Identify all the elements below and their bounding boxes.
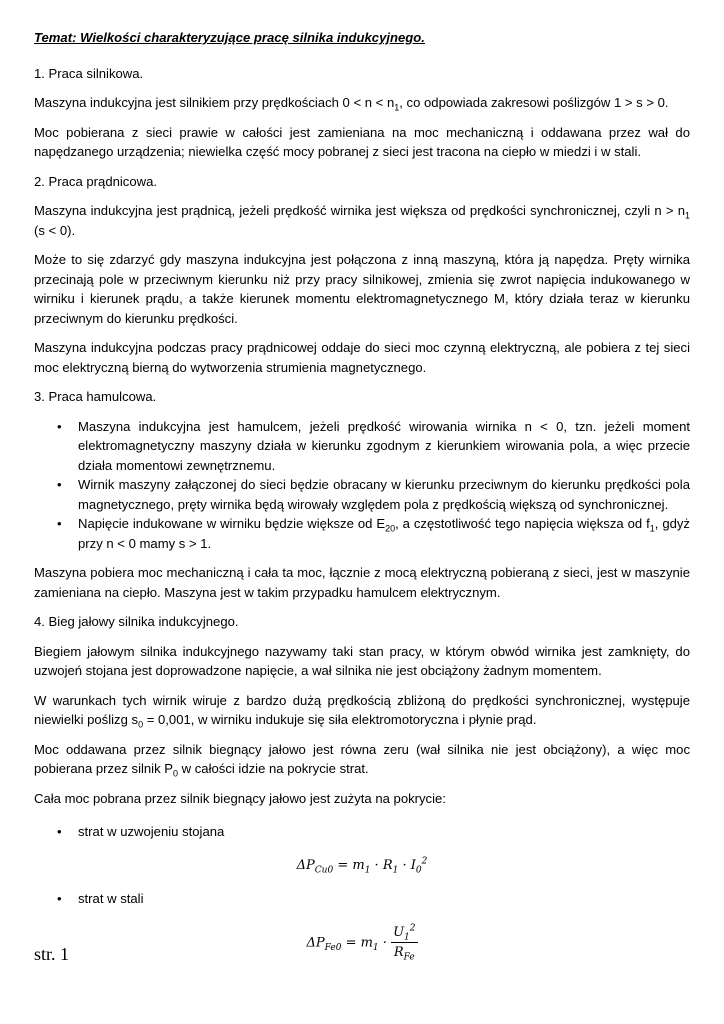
list-item xyxy=(34,514,690,553)
document-page xyxy=(34,28,690,977)
paragraph xyxy=(34,691,690,730)
bullet-list xyxy=(34,889,690,909)
formula-text: · xyxy=(378,935,392,950)
section-heading-generator: 2. Praca prądnicowa. xyxy=(34,173,158,189)
subscript: 1 xyxy=(649,523,655,534)
list-item-text: Maszyna indukcyjna jest hamulcem, jeżeli prędkość wirowania wirnika n < 0, tzn. jeżeli moment elektromagnetyczny maszyny działa w kierunku zgodnym z kierunkiem wirowania pola, a więc przecie działa momentowi zewnętrznemu. xyxy=(78,418,690,473)
document-title: Temat: Wielkości charakteryzujące pracę silnika indukcyjnego. xyxy=(34,30,425,45)
paragraph xyxy=(34,201,690,240)
paragraph: Moc pobierana z sieci prawie w całości jest zamieniana na moc mechaniczną i oddawana przez wał do napędzanego urządzenia; niewielka część mocy pobranej z sieci jest tracona na ciepło w miedzi i w stali. xyxy=(34,124,690,159)
fraction xyxy=(391,923,417,963)
list-item xyxy=(34,417,690,476)
formula-iron-loss xyxy=(34,923,690,963)
formula-text: R xyxy=(393,945,404,960)
list-item xyxy=(34,822,690,842)
text-run: Moc oddawana przez silnik biegnący jałowo jest równa zeru (wał silnika nie jest obciążony), a więc moc pobierana przez silnik P xyxy=(34,741,690,776)
bullet-list xyxy=(34,417,690,554)
paragraph: Może to się zdarzyć gdy maszyna indukcyjna jest połączona z inną maszyną, która ją napędza. Pręty wirnika przecinają pole w przeciwnym kierunku niż przy pracy silnikowej, zmienia się zwrot napięcia indukowanego w wirniku i kierunek prądu, a także kierunek momentu elektromagnetycznego M, który działa teraz w kierunku przeciwnym do kierunku prędkości. xyxy=(34,252,690,326)
superscript: 2 xyxy=(421,856,428,867)
text-run: W warunkach tych wirnik wiruje z bardzo dużą prędkością zbliżoną do prędkości synchronicznej, występuje niewielki poślizg s xyxy=(34,692,690,727)
paragraph: Maszyna indukcyjna podczas pracy prądnicowej oddaje do sieci moc czynną elektryczną, ale pobiera z tej sieci moc elektryczną bierną do wytworzenia strumienia magnetycznego. xyxy=(34,340,690,375)
text-run: (s < 0). xyxy=(34,222,76,238)
fraction-numerator xyxy=(391,923,417,944)
text-run: Maszyna indukcyjna jest prądnicą, jeżeli prędkość wirnika jest większa od prędkości synchronicznej, czyli n > n xyxy=(34,203,685,218)
formula-text: = m xyxy=(341,935,373,950)
list-item xyxy=(34,475,690,514)
subscript: 1 xyxy=(364,865,371,876)
bullet-icon: • xyxy=(57,824,62,839)
subscript: 0 xyxy=(138,719,144,730)
subscript: 0 xyxy=(173,768,179,779)
subscript: 0 xyxy=(415,865,422,876)
formula-copper-loss xyxy=(34,856,690,876)
text-run: , co odpowiada zakresowi poślizgów 1 > s > 0. xyxy=(399,95,669,110)
subscript: 20 xyxy=(385,523,396,534)
list-item-text: strat w stali xyxy=(78,891,144,906)
list-item xyxy=(34,889,690,909)
text-run: = 0,001, w wirniku indukuje się siła elektromotoryczna i płynie prąd. xyxy=(143,712,537,727)
section-heading-brake: 3. Praca hamulcowa. xyxy=(34,389,157,404)
subscript: 1 xyxy=(684,210,690,221)
paragraph: Biegiem jałowym silnika indukcyjnego nazywamy taki stan pracy, w którym obwód wirnika jest zamknięty, do uzwojeń stojana jest doprowadzone napięcie, a wał silnika nie jest obciążony żadnym momentem. xyxy=(34,643,690,678)
subscript: 1 xyxy=(394,102,400,113)
subscript: 1 xyxy=(392,865,399,876)
formula-text: · R xyxy=(370,857,393,873)
paragraph: Cała moc pobrana przez silnik biegnący jałowo jest zużyta na pokrycie: xyxy=(34,790,446,806)
formula-text: ΔP xyxy=(306,935,325,950)
bullet-icon: • xyxy=(57,516,62,531)
paragraph xyxy=(34,740,690,779)
subscript: Fe0 xyxy=(324,942,342,953)
text-run: Maszyna indukcyjna jest silnikiem przy prędkościach 0 < n < n xyxy=(34,95,395,110)
superscript: 2 xyxy=(409,923,416,934)
subscript: 1 xyxy=(372,942,379,953)
bullet-icon: • xyxy=(57,477,62,492)
text-run: Napięcie indukowane w wirniku będzie większe od E xyxy=(78,516,386,531)
formula-text: = m xyxy=(333,857,365,873)
list-item-text: strat w uzwojeniu stojana xyxy=(78,824,225,839)
section-heading-motor: 1. Praca silnikowa. xyxy=(34,65,144,81)
text-run: , gdyż przy n < 0 mamy s > 1. xyxy=(78,516,690,551)
subscript: 1 xyxy=(404,932,410,943)
list-item-text: Wirnik maszyny załączonej do sieci będzie obracany w kierunku przeciwnym do kierunku prędkości pola magnetycznego, pręty wirnika będą wirowały względem pola z prędkością większą od synchronicznej. xyxy=(78,477,690,512)
formula-text: U xyxy=(393,924,405,940)
paragraph xyxy=(34,93,690,113)
section-heading-idle: 4. Bieg jałowy silnika indukcyjnego. xyxy=(34,614,239,629)
bullet-icon: • xyxy=(57,418,62,434)
formula-text: ΔP xyxy=(296,857,315,873)
bullet-list xyxy=(34,822,690,842)
text-run: w całości idzie na pokrycie strat. xyxy=(178,761,369,776)
fraction-denominator xyxy=(391,943,417,963)
text-run: , a częstotliwość tego napięcia większa od f xyxy=(395,516,650,531)
subscript: Cu0 xyxy=(314,865,334,876)
page-number: str. 1 xyxy=(34,944,70,964)
formula-text: · I xyxy=(398,857,416,873)
paragraph: Maszyna pobiera moc mechaniczną i cała ta moc, łącznie z mocą elektryczną pobieraną z sieci, jest w maszynie zamieniana na ciepło. Maszyna jest w takim przypadku hamulcem elektrycznym. xyxy=(34,565,690,600)
bullet-icon: • xyxy=(57,891,62,906)
subscript: Fe xyxy=(403,952,415,963)
